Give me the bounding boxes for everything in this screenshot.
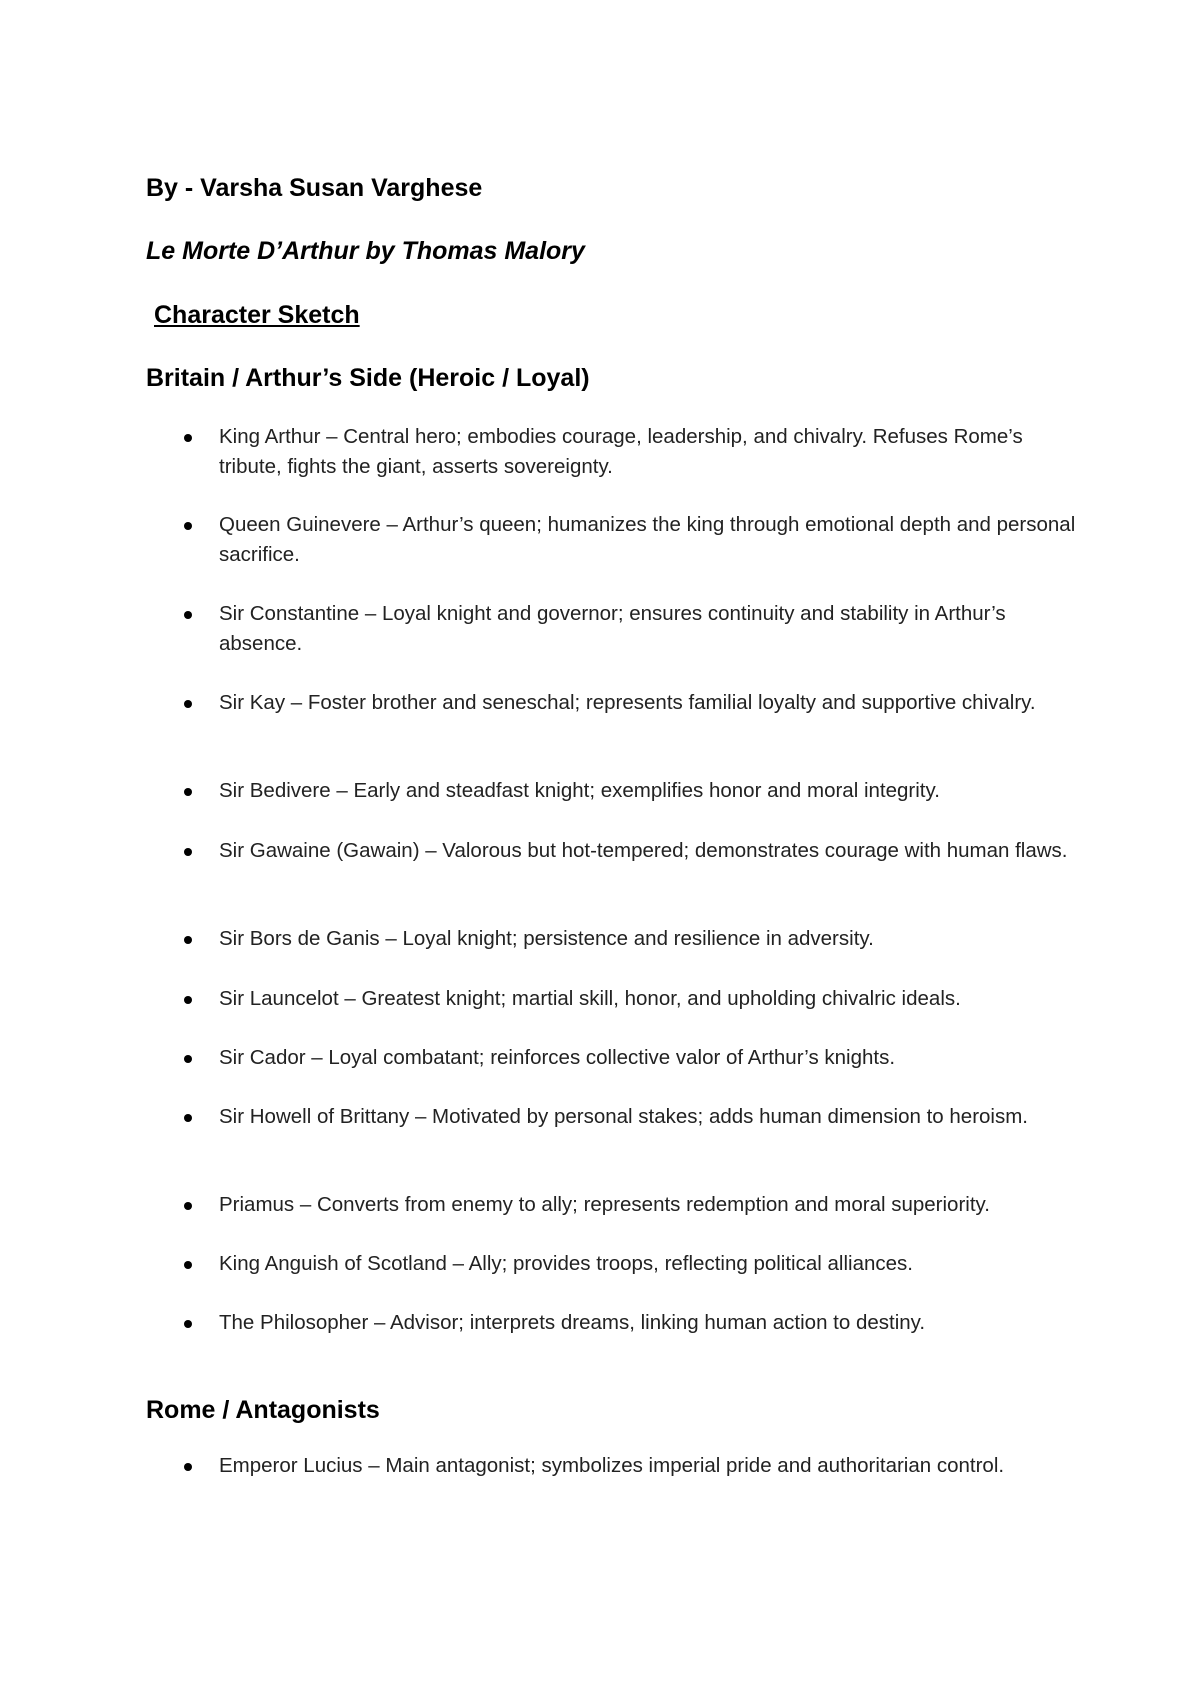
- bullet-icon: [184, 611, 192, 619]
- bullet-icon: [184, 700, 192, 708]
- list-item-text: Sir Gawaine (Gawain) – Valorous but hot-tempered; demonstrates courage with human flaws.: [219, 839, 1068, 862]
- list-item: [0, 599, 1081, 688]
- bullet-icon: [184, 1261, 192, 1269]
- list-item: [0, 984, 1081, 1043]
- bullet-icon: [184, 788, 192, 796]
- list-item: [0, 688, 1081, 776]
- bullet-icon: [184, 848, 192, 856]
- work-title: Le Morte D’Arthur by Thomas Malory: [146, 237, 585, 265]
- britain-character-list: [0, 422, 1200, 1367]
- list-item-text: Sir Bedivere – Early and steadfast knight; exemplifies honor and moral integrity.: [219, 779, 940, 802]
- list-item: [0, 924, 1081, 984]
- section-heading-britain: Britain / Arthur’s Side (Heroic / Loyal): [146, 364, 590, 392]
- list-item: [0, 1249, 1081, 1308]
- author-line: By - Varsha Susan Varghese: [146, 174, 483, 202]
- bullet-icon: [184, 996, 192, 1004]
- list-item-text: King Anguish of Scotland – Ally; provides troops, reflecting political alliances.: [219, 1252, 913, 1275]
- list-item-text: King Arthur – Central hero; embodies courage, leadership, and chivalry. Refuses Rome’s tribute, fights the giant, asserts sovereignty.: [219, 425, 1023, 478]
- bullet-icon: [184, 936, 192, 944]
- bullet-icon: [184, 1202, 192, 1210]
- list-item: [0, 836, 1081, 924]
- list-item: [0, 1043, 1081, 1102]
- bullet-icon: [184, 434, 192, 442]
- bullet-icon: [184, 1320, 192, 1328]
- bullet-icon: [184, 1463, 192, 1471]
- section-heading-rome: Rome / Antagonists: [146, 1396, 380, 1424]
- bullet-icon: [184, 522, 192, 530]
- rome-character-list: [0, 1451, 1200, 1481]
- list-item: [0, 1190, 1081, 1249]
- list-item-text: Emperor Lucius – Main antagonist; symbolizes imperial pride and authoritarian control.: [219, 1454, 1005, 1477]
- list-item: [0, 1451, 1081, 1481]
- list-item-text: Sir Constantine – Loyal knight and governor; ensures continuity and stability in Arthur’s absence.: [219, 602, 1006, 655]
- list-item-text: Priamus – Converts from enemy to ally; represents redemption and moral superiority.: [219, 1193, 990, 1216]
- list-item-text: Sir Bors de Ganis – Loyal knight; persistence and resilience in adversity.: [219, 927, 874, 950]
- list-item-text: The Philosopher – Advisor; interprets dreams, linking human action to destiny.: [219, 1311, 926, 1334]
- list-item: [0, 510, 1081, 599]
- list-item: [0, 776, 1081, 836]
- list-item-text: Sir Howell of Brittany – Motivated by personal stakes; adds human dimension to heroism.: [219, 1105, 1028, 1128]
- bullet-icon: [184, 1055, 192, 1063]
- list-item: [0, 1102, 1081, 1190]
- list-item: [0, 1308, 1081, 1367]
- list-item-text: Sir Kay – Foster brother and seneschal; represents familial loyalty and supportive chivalry.: [219, 691, 1036, 714]
- list-item-text: Sir Launcelot – Greatest knight; martial skill, honor, and upholding chivalric ideals.: [219, 987, 961, 1010]
- bullet-icon: [184, 1114, 192, 1122]
- list-item-text: Sir Cador – Loyal combatant; reinforces collective valor of Arthur’s knights.: [219, 1046, 896, 1069]
- list-item: [0, 422, 1081, 510]
- character-sketch-title: Character Sketch: [154, 301, 360, 329]
- list-item-text: Queen Guinevere – Arthur’s queen; humanizes the king through emotional depth and personal sacrifice.: [219, 513, 1076, 566]
